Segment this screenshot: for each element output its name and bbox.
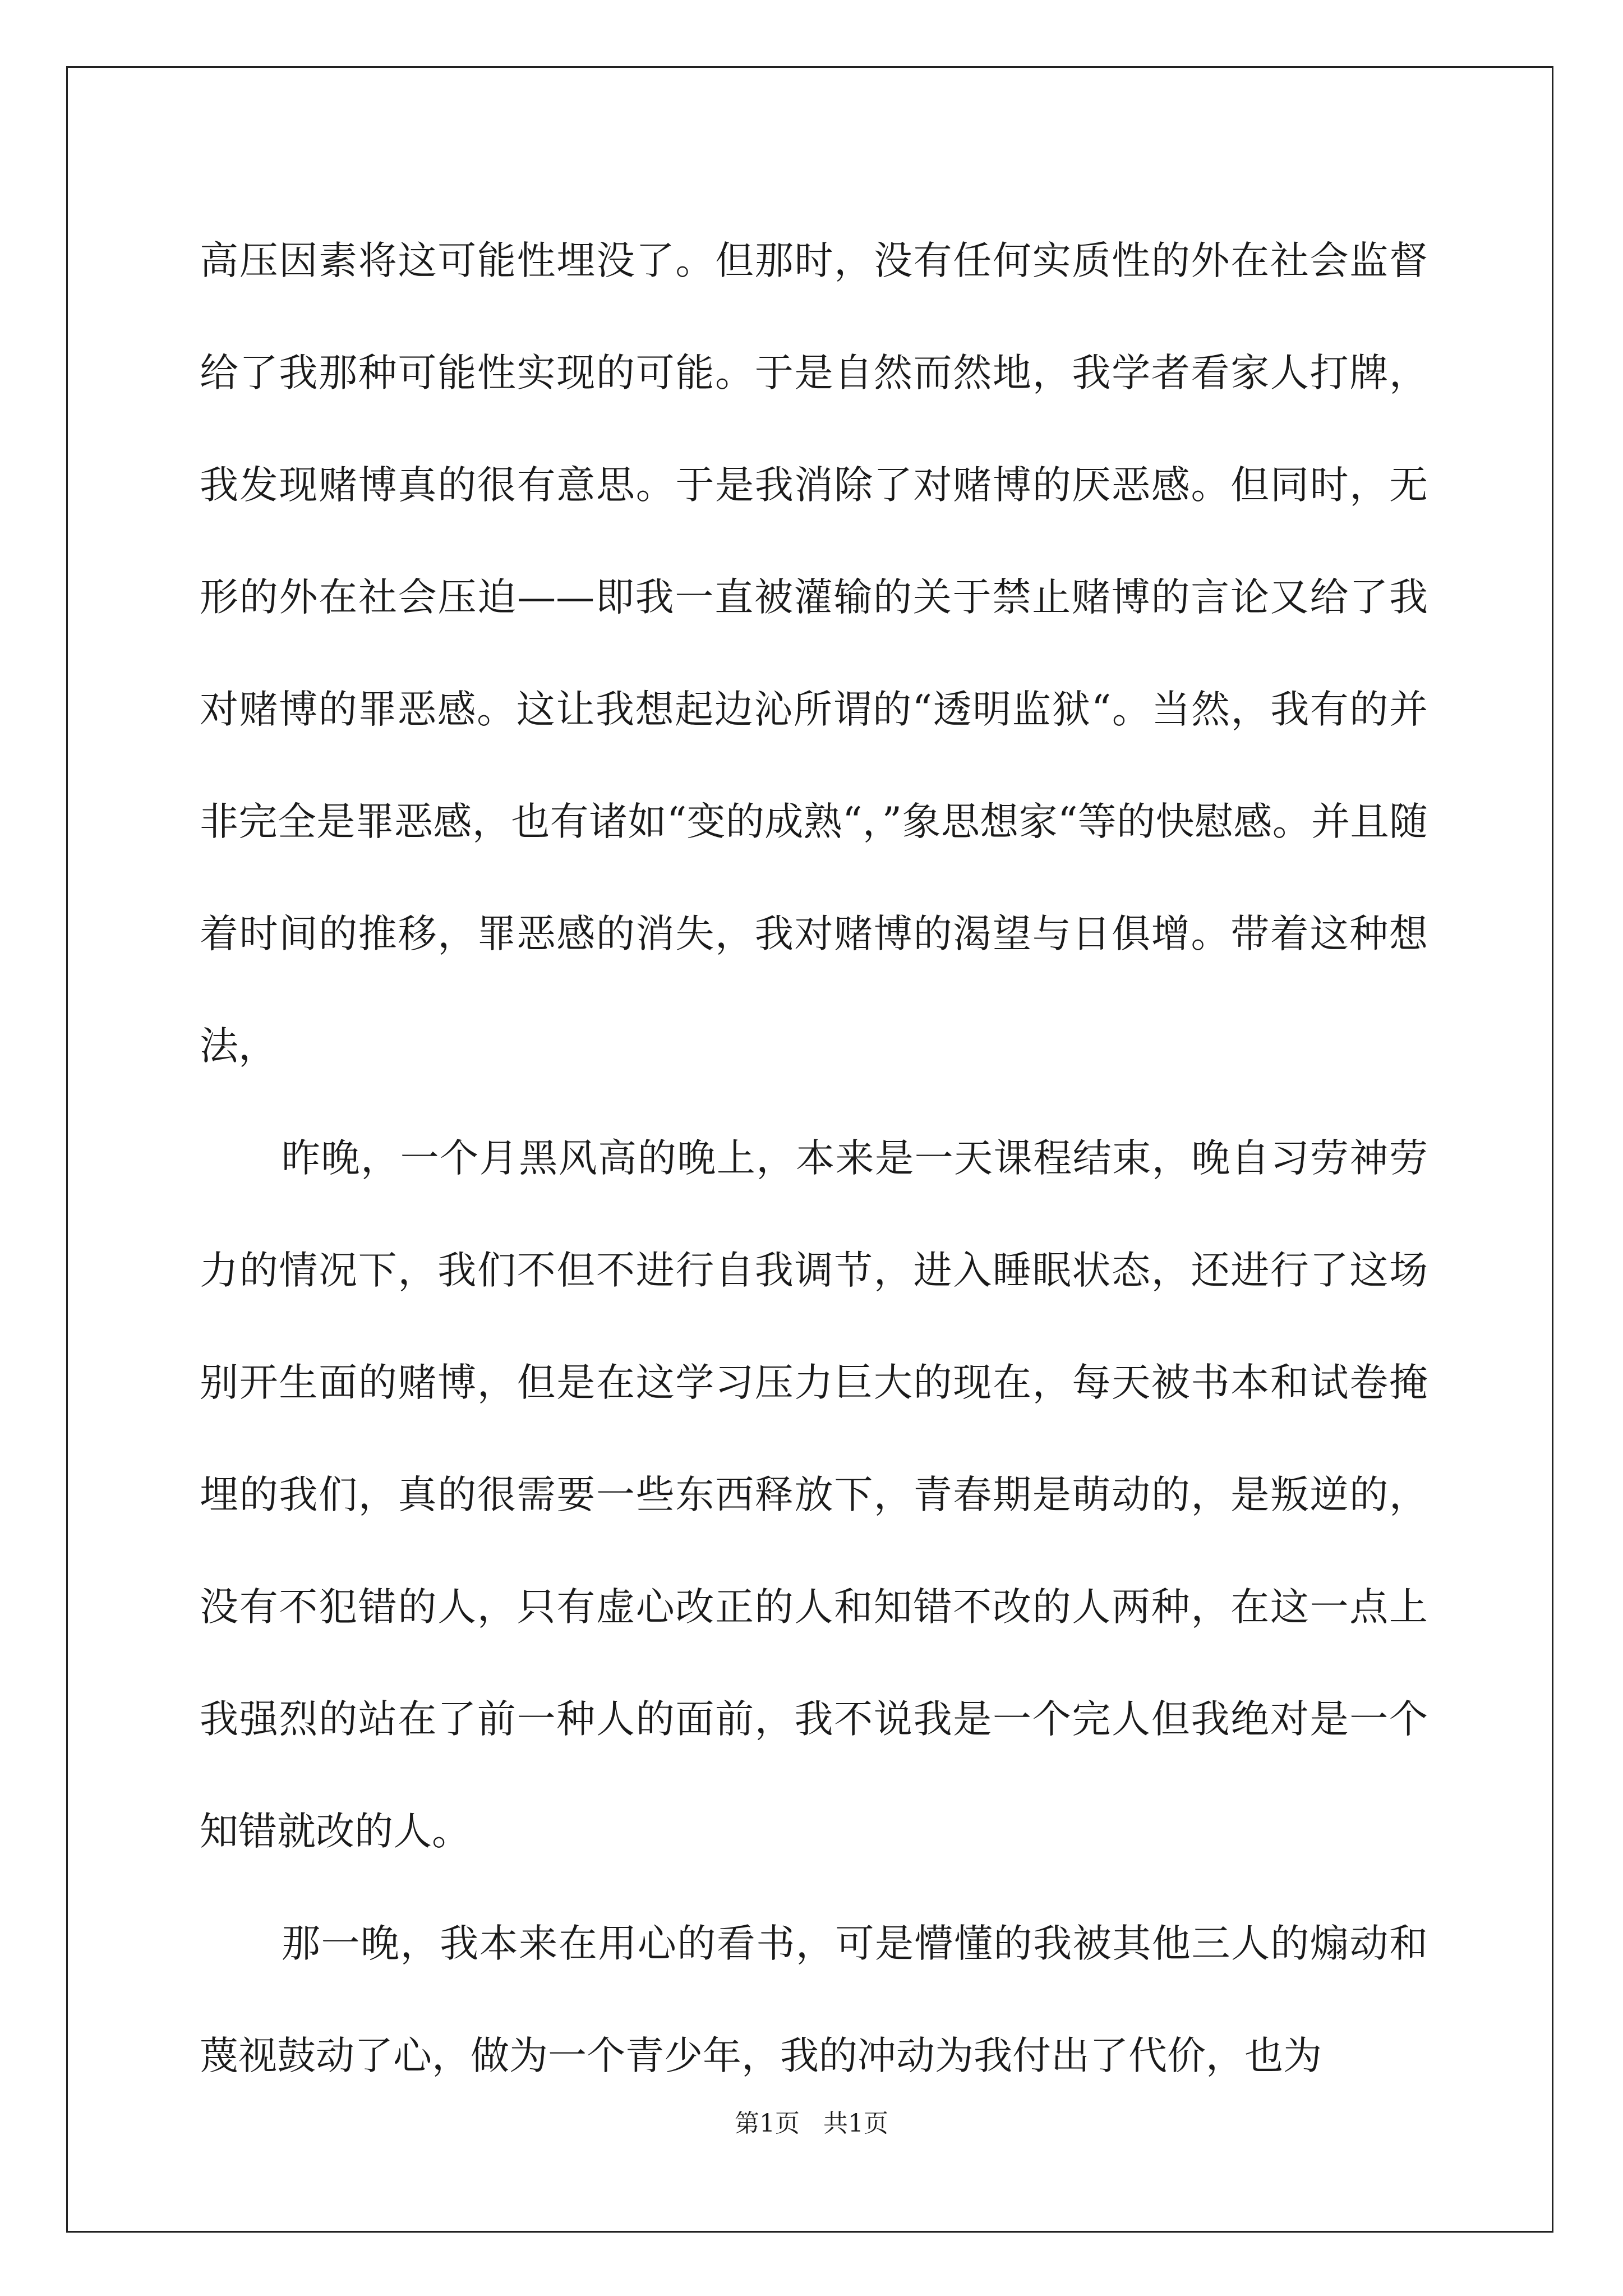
paragraph-3: 那一晚，我本来在用心的看书，可是懵懂的我被其他三人的煽动和蔑视鼓动了心，做为一个青少年，我的冲动为我付出了代价，也为	[200, 1921, 1428, 2078]
paragraph-1: 高压因素将这可能性埋没了。但那时，没有任何实质性的外在社会监督给了我那种可能性实现的可能。于是自然而然地，我学者看家人打牌，我发现赌博真的很有意思。于是我消除了对赌博的厌恶感。但同时，无形的外在社会压迫——即我一直被灌输的关于禁止赌博的言论又给了我对赌博的罪恶感。这让我想起边沁所谓的“透明监狱“。当然，我有的并非完全是罪恶感，也有诸如“变的成熟“，”象思想家“等的快慰感。并且随着时间的推移，罪恶感的消失，我对赌博的渴望与日俱增。带着这种想法，	[200, 238, 1428, 1069]
document-body	[200, 205, 1428, 2112]
paragraph-2: 昨晚，一个月黑风高的晚上，本来是一天课程结束，晚自习劳神劳力的情况下，我们不但不进行自我调节，进入睡眠状态，还进行了这场别开生面的赌博，但是在这学习压力巨大的现在，每天被书本和试卷掩埋的我们，真的很需要一些东西释放下，青春期是萌动的，是叛逆的，没有不犯错的人，只有虚心改正的人和知错不改的人两种，在这一点上我强烈的站在了前一种人的面前，我不说我是一个完人但我绝对是一个知错就改的人。	[200, 1136, 1428, 1854]
page-footer	[0, 2107, 1623, 2141]
page-total: 共1页	[823, 2109, 888, 2138]
page-number: 第1页	[735, 2109, 800, 2138]
